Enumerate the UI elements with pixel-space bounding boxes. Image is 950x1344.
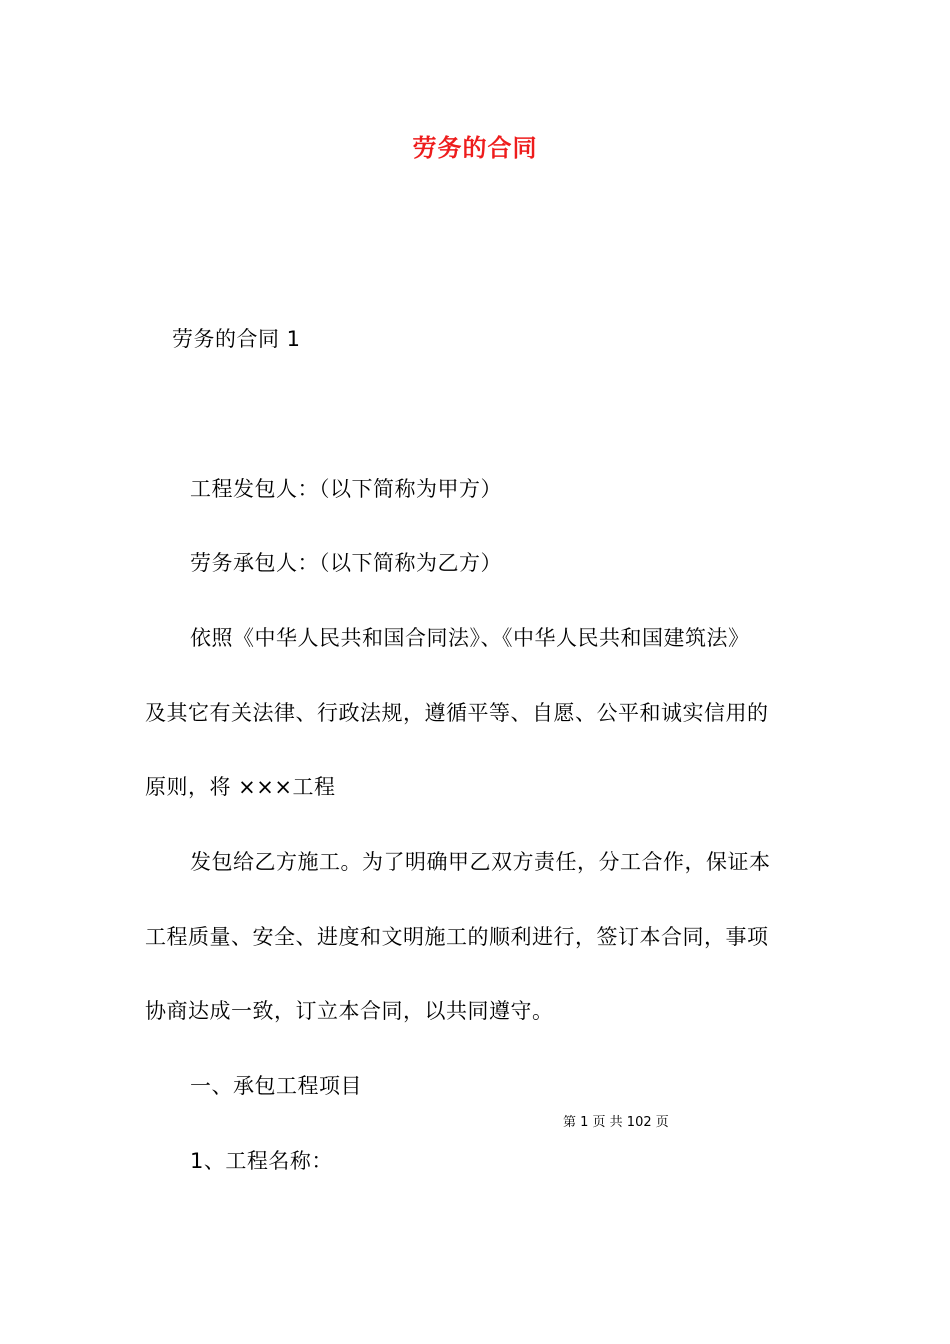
body-line: 及其它有关法律、行政法规，遵循平等、自愿、公平和诚实信用的 (145, 701, 769, 725)
body-line: 依照《中华人民共和国合同法》、《中华人民共和国建筑法》 (190, 626, 750, 650)
body-line: 发包给乙方施工。为了明确甲乙双方责任，分工合作，保证本 (190, 850, 771, 874)
document-title: 劳务的合同 (412, 134, 538, 162)
section-heading: 劳务的合同 1 (172, 327, 301, 351)
clause-item: 1、工程名称： (190, 1149, 333, 1173)
body-line: 工程质量、安全、进度和文明施工的顺利进行，签订本合同，事项 (145, 925, 769, 949)
page-number-footer: 第 1 页 共 102 页 (563, 1115, 669, 1130)
clause-heading: 一、承包工程项目 (190, 1074, 362, 1098)
party-b-line: 劳务承包人：（以下简称为乙方） (190, 551, 502, 575)
party-a-line: 工程发包人：（以下简称为甲方） (190, 477, 502, 501)
body-line: 原则，将 ×××工程 (145, 775, 336, 799)
body-line: 协商达成一致，订立本合同，以共同遵守。 (145, 999, 554, 1023)
